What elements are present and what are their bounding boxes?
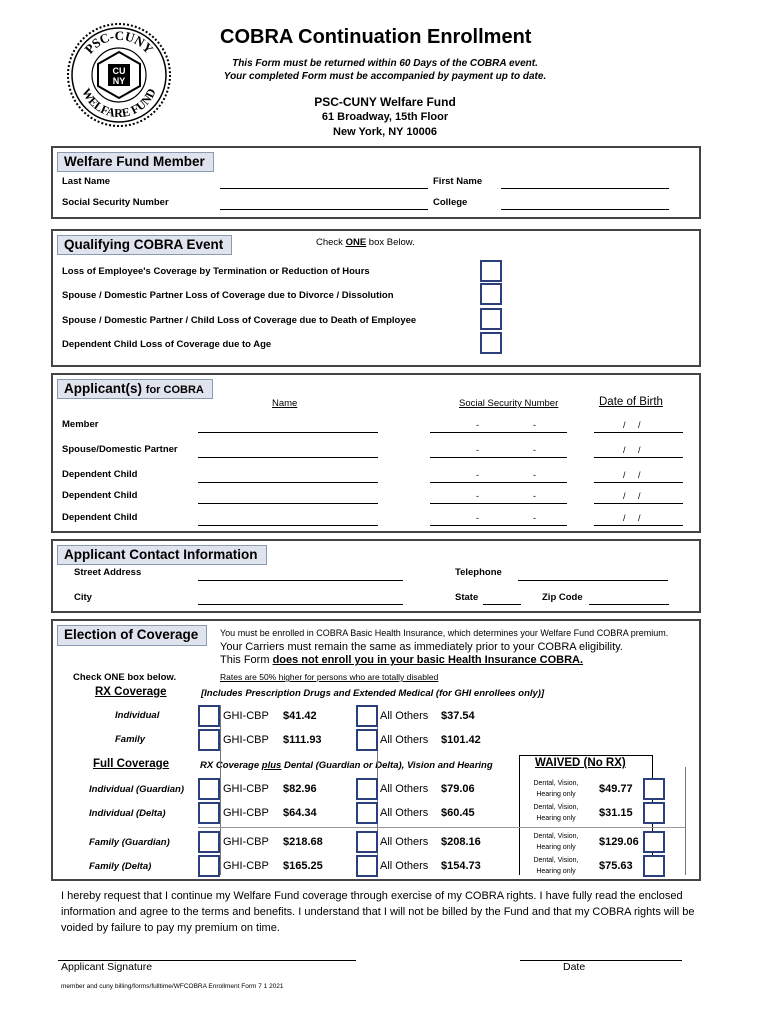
event-option-age: Dependent Child Loss of Coverage due to Age	[62, 339, 272, 350]
full-others-price: $79.06	[441, 783, 475, 795]
rx-ghi-checkbox[interactable]	[198, 729, 220, 751]
applicant-ssn-field[interactable]	[430, 503, 567, 504]
date-field[interactable]	[520, 960, 682, 961]
return-note: This Form must be returned within 60 Days of the COBRA event.	[232, 58, 538, 69]
member-section	[51, 146, 701, 219]
applicant-name-field[interactable]	[198, 503, 378, 504]
event-option-divorce: Spouse / Domestic Partner Loss of Coverage due to Divorce / Dissolution	[62, 290, 394, 301]
ssn-label: Social Security Number	[62, 197, 169, 208]
ghi-plan-label: GHI-CBP	[223, 710, 269, 722]
ghi-plan-label: GHI-CBP	[223, 734, 269, 746]
rx-heading: RX Coverage	[95, 686, 167, 698]
applicant-name-field[interactable]	[198, 482, 378, 483]
others-plan-label: All Others	[380, 807, 429, 819]
applicant-dob-field[interactable]	[594, 503, 683, 504]
rx-ghi-checkbox[interactable]	[198, 705, 220, 727]
ghi-plan-label: GHI-CBP	[223, 807, 269, 819]
ghi-plan-label: GHI-CBP	[223, 836, 269, 848]
rx-others-price: $37.54	[441, 710, 475, 722]
event-option-termination: Loss of Employee's Coverage by Termination or Reduction of Hours	[62, 266, 370, 277]
zip-label: Zip Code	[542, 592, 583, 603]
full-ghi-checkbox[interactable]	[198, 855, 220, 877]
ssn-sep-1: -	[476, 491, 479, 501]
logo-center-ny: NY	[112, 76, 126, 86]
city-field[interactable]	[198, 604, 403, 605]
rx-ghi-price: $111.93	[283, 734, 322, 746]
org-street: 61 Broadway, 15th Floor	[321, 111, 449, 123]
psc-cuny-logo	[66, 22, 172, 128]
college-label: College	[433, 197, 468, 208]
applicants-section	[51, 373, 701, 533]
rx-others-price: $101.42	[441, 734, 481, 746]
applicant-row-label: Dependent Child	[62, 490, 138, 501]
dental-vision-note: Dental, Vision, Hearing only	[533, 857, 579, 875]
full-ghi-price: $165.25	[283, 860, 323, 872]
ssn-sep-2: -	[533, 491, 536, 501]
dob-sep: / /	[623, 513, 641, 523]
dob-sep: / /	[623, 445, 641, 455]
grid-divider	[198, 827, 685, 828]
state-field[interactable]	[483, 604, 521, 605]
dental-vision-note: Dental, Vision, Hearing only	[533, 804, 579, 822]
ssn-sep-2: -	[533, 513, 536, 523]
election-note-basic: You must be enrolled in COBRA Basic Health Insurance, which determines your Welfare Fund COBRA premium.	[220, 628, 669, 638]
ssn-sep-2: -	[533, 470, 536, 480]
event-instruction: Check ONE box Below.	[316, 237, 415, 248]
rx-ghi-price: $41.42	[283, 710, 317, 722]
member-section-title: Welfare Fund Member	[57, 152, 214, 172]
full-others-checkbox[interactable]	[356, 855, 378, 877]
applicant-row-label: Dependent Child	[62, 469, 138, 480]
full-ghi-price: $82.96	[283, 783, 317, 795]
city-label: City	[74, 592, 92, 603]
college-field[interactable]	[501, 209, 669, 210]
full-row-label: Individual (Delta)	[89, 808, 166, 819]
full-ghi-checkbox[interactable]	[198, 802, 220, 824]
full-others-checkbox[interactable]	[356, 778, 378, 800]
logo-center-cu: CU	[112, 66, 126, 76]
applicant-ssn-field[interactable]	[430, 525, 567, 526]
last-name-field[interactable]	[220, 188, 428, 189]
applicant-dob-field[interactable]	[594, 457, 683, 458]
signature-label: Applicant Signature	[61, 961, 153, 973]
waived-checkbox[interactable]	[643, 802, 665, 824]
ssn-sep-1: -	[476, 470, 479, 480]
others-plan-label: All Others	[380, 860, 429, 872]
event-death-checkbox[interactable]	[480, 308, 502, 330]
ghi-plan-label: GHI-CBP	[223, 860, 269, 872]
rates-note: Rates are 50% higher for persons who are totally disabled	[220, 672, 439, 682]
election-note-notenroll: This Form does not enroll you in your basic Health Insurance COBRA.	[220, 654, 584, 666]
others-plan-label: All Others	[380, 734, 429, 746]
event-divorce-checkbox[interactable]	[480, 283, 502, 305]
full-description: RX Coverage plus Dental (Guardian or Delta), Vision and Hearing	[200, 760, 493, 771]
waived-checkbox[interactable]	[643, 855, 665, 877]
full-others-checkbox[interactable]	[356, 831, 378, 853]
file-path: member and cuny billing/forms/fulltime/WFCOBRA Enrollment Form 7 1 2021	[61, 983, 284, 990]
election-section-title: Election of Coverage	[57, 625, 207, 646]
grid-divider	[220, 705, 221, 875]
applicant-ssn-field[interactable]	[430, 432, 567, 433]
event-section-title: Qualifying COBRA Event	[57, 235, 232, 255]
event-section	[51, 229, 701, 367]
ssn-field[interactable]	[220, 209, 428, 210]
waived-checkbox[interactable]	[643, 778, 665, 800]
full-ghi-checkbox[interactable]	[198, 831, 220, 853]
waived-checkbox[interactable]	[643, 831, 665, 853]
logo-bottom-text: WELFARE FUND	[79, 85, 159, 121]
col-ssn-header: Social Security Number	[459, 398, 559, 409]
rx-description: [Includes Prescription Drugs and Extended Medical (for GHI enrollees only)]	[201, 688, 545, 699]
payment-note: Your completed Form must be accompanied by payment up to date.	[223, 71, 547, 82]
applicant-dob-field[interactable]	[594, 482, 683, 483]
applicant-name-field[interactable]	[198, 457, 378, 458]
dob-sep: / /	[623, 420, 641, 430]
dental-vision-note: Dental, Vision, Hearing only	[533, 833, 579, 851]
ssn-sep-1: -	[476, 445, 479, 455]
first-name-field[interactable]	[501, 188, 669, 189]
org-name: PSC-CUNY Welfare Fund	[314, 95, 456, 109]
ssn-sep-2: -	[533, 445, 536, 455]
state-label: State	[455, 592, 479, 603]
applicant-ssn-field[interactable]	[430, 482, 567, 483]
ssn-sep-2: -	[533, 420, 536, 430]
waived-heading: WAIVED (No RX)	[535, 757, 626, 769]
applicant-row-label: Spouse/Domestic Partner	[62, 444, 178, 455]
first-name-label: First Name	[433, 176, 483, 187]
org-city: New York, NY 10006	[333, 126, 437, 138]
applicant-dob-field[interactable]	[594, 525, 683, 526]
applicant-name-field[interactable]	[198, 432, 378, 433]
ssn-sep-1: -	[476, 420, 479, 430]
dob-sep: / /	[623, 491, 641, 501]
waived-price: $129.06	[599, 836, 639, 848]
contact-section-title: Applicant Contact Information	[57, 545, 267, 565]
full-row-label: Family (Guardian)	[89, 837, 170, 848]
event-option-death: Spouse / Domestic Partner / Child Loss of Coverage due to Death of Employee	[62, 315, 417, 326]
dental-vision-note: Dental, Vision, Hearing only	[533, 780, 579, 798]
zip-field[interactable]	[589, 604, 669, 605]
full-ghi-price: $64.34	[283, 807, 317, 819]
rx-row-label: Individual	[115, 710, 160, 721]
check-one-label: Check ONE box below.	[73, 672, 177, 683]
waived-price: $75.63	[599, 860, 633, 872]
street-label: Street Address	[74, 567, 142, 578]
full-heading: Full Coverage	[93, 758, 170, 770]
full-others-price: $208.16	[441, 836, 481, 848]
waived-price: $31.15	[599, 807, 633, 819]
full-row-label: Individual (Guardian)	[89, 784, 185, 795]
applicants-section-title: Applicant(s) for COBRA	[57, 379, 213, 399]
col-dob-header: Date of Birth	[599, 396, 663, 408]
applicant-ssn-field[interactable]	[430, 457, 567, 458]
street-field[interactable]	[198, 580, 403, 581]
election-section	[51, 619, 701, 881]
logo-top-text: PSC-CUNY	[81, 27, 157, 57]
telephone-label: Telephone	[455, 567, 502, 578]
full-ghi-checkbox[interactable]	[198, 778, 220, 800]
applicant-name-field[interactable]	[198, 525, 378, 526]
full-others-checkbox[interactable]	[356, 802, 378, 824]
others-plan-label: All Others	[380, 710, 429, 722]
applicant-dob-field[interactable]	[594, 432, 683, 433]
event-termination-checkbox[interactable]	[480, 260, 502, 282]
agreement-statement: I hereby request that I continue my Welfare Fund coverage through exercise of my COBRA rights. I have fully read the enclosed information and agree to the terms and benefits. I understand that I will not be billed by the Fund and that my COBRA rights will be voided by failure to pay my premium on time.	[61, 890, 695, 934]
contact-section	[51, 539, 701, 613]
page-title: COBRA Continuation Enrollment	[220, 26, 532, 48]
dob-sep: / /	[623, 470, 641, 480]
full-row-label: Family (Delta)	[89, 861, 152, 872]
ssn-sep-1: -	[476, 513, 479, 523]
full-ghi-price: $218.68	[283, 836, 323, 848]
election-note-carriers: Your Carriers must remain the same as immediately prior to your COBRA eligibility.	[220, 641, 623, 653]
col-name-header: Name	[272, 398, 298, 409]
date-label: Date	[563, 961, 586, 973]
telephone-field[interactable]	[518, 580, 668, 581]
others-plan-label: All Others	[380, 836, 429, 848]
waived-price: $49.77	[599, 783, 633, 795]
rx-others-checkbox[interactable]	[356, 729, 378, 751]
rx-row-label: Family	[115, 734, 146, 745]
full-others-price: $60.45	[441, 807, 475, 819]
rx-others-checkbox[interactable]	[356, 705, 378, 727]
grid-divider	[685, 767, 686, 875]
others-plan-label: All Others	[380, 783, 429, 795]
ghi-plan-label: GHI-CBP	[223, 783, 269, 795]
applicant-row-label: Member	[62, 419, 99, 430]
event-age-checkbox[interactable]	[480, 332, 502, 354]
last-name-label: Last Name	[62, 176, 111, 187]
full-others-price: $154.73	[441, 860, 481, 872]
applicant-row-label: Dependent Child	[62, 512, 138, 523]
